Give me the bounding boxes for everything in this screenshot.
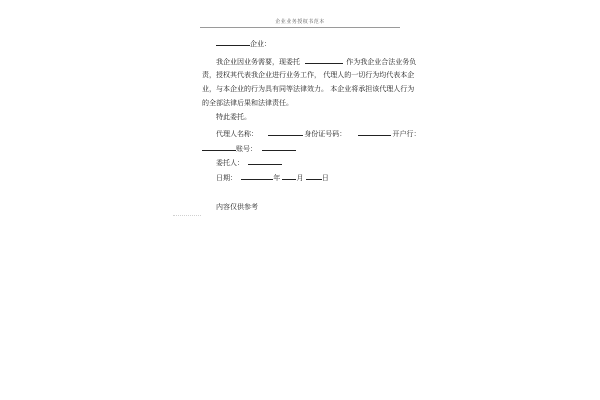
id-blank <box>358 128 391 136</box>
year-blank <box>241 172 273 180</box>
date-line <box>216 172 329 183</box>
bank-label: 开户行： <box>392 130 421 138</box>
page-header: 企业业务授权书范本 <box>275 19 325 25</box>
footer-note: 内容仅供参考 <box>216 203 258 211</box>
date-label: 日期： <box>216 174 237 182</box>
agent-blank <box>305 56 343 64</box>
paragraph-line-4: 的全部法律后果和法律责任。 <box>202 99 293 107</box>
day-blank <box>306 172 322 180</box>
principal-blank <box>248 157 282 165</box>
addressee-line <box>216 38 271 49</box>
bank-blank <box>202 143 236 151</box>
principal-label: 委托人： <box>216 159 244 167</box>
paragraph-line-2: 责，授权其代表我企业进行业务工作， 代理人的一切行为均代表本企 <box>202 71 415 79</box>
closing-phrase: 特此委托。 <box>216 113 251 121</box>
agent-info-line <box>216 128 420 139</box>
header-rule <box>200 27 400 28</box>
id-label: 身份证号码： <box>304 130 347 138</box>
company-blank <box>216 38 250 46</box>
year-label: 年 <box>273 174 281 182</box>
paragraph-line-3: 业，与本企业的行为具有同等法律效力。 本企业将承担该代理人行为 <box>202 85 415 93</box>
month-label: 月 <box>296 174 304 182</box>
paragraph-line-1: 我企业因业务需要，现委托 作为我企业合法业务负 <box>216 58 417 66</box>
agent-name-blank <box>268 128 303 136</box>
day-label: 日 <box>321 174 329 182</box>
account-label: 账号： <box>236 145 257 153</box>
principal-line <box>216 157 282 168</box>
account-line <box>202 143 296 154</box>
month-blank <box>282 172 296 180</box>
company-suffix: 企业： <box>250 40 271 48</box>
account-blank <box>262 143 296 151</box>
page-edge-marks <box>173 215 201 216</box>
agent-name-label: 代理人名称： <box>216 130 258 138</box>
